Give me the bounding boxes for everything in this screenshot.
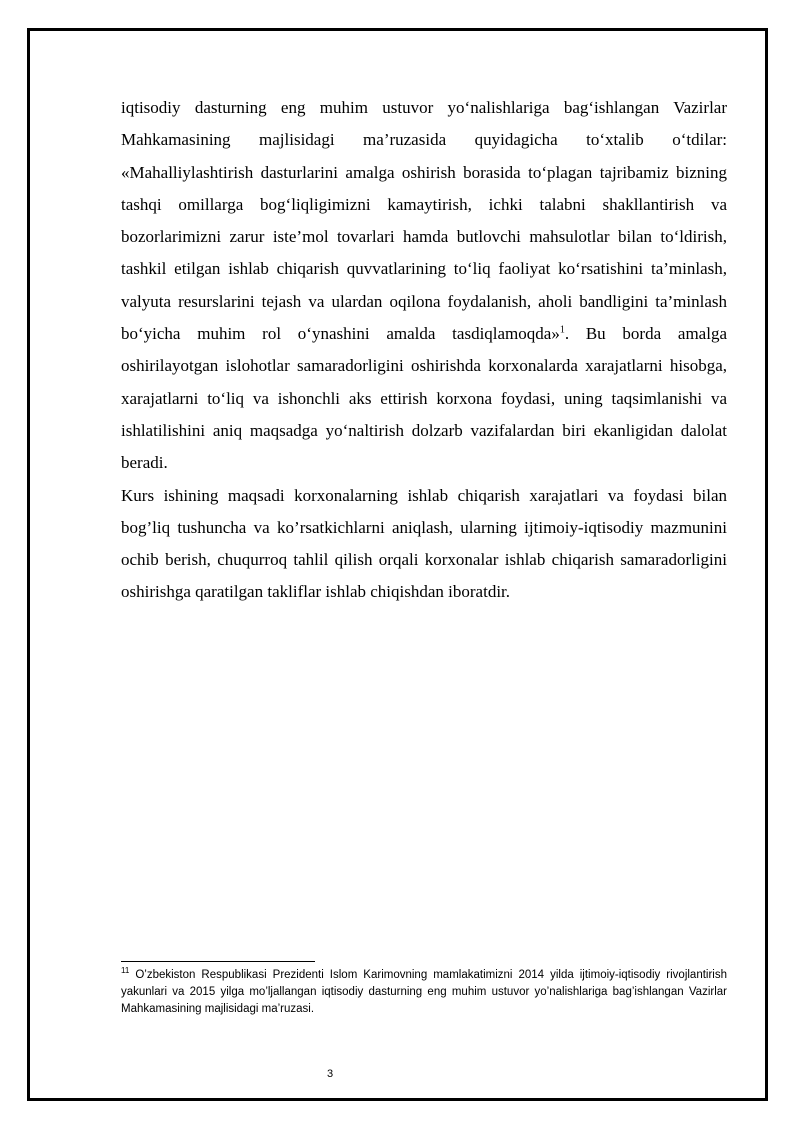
- footnote-text: O’zbekiston Respublikasi Prezidenti Islom Karimovning mamlakatimizni 2014 yilda ijtimoiy-iqtisodiy rivojlantirish yakunlari va 2015 yilga mo’ljallangan iqtisodiy dasturning eng muhim ustuvor yo’nalishlariga bag’ishlangan Vazirlar Mahkamasining majlisidagi ma’ruzasi.: [121, 969, 727, 1015]
- footnote-reference[interactable]: 1: [559, 324, 565, 336]
- paragraph-2: Kurs ishining maqsadi korxonalarning ishlab chiqarish xarajatlari va foydasi bilan bog’liq tushuncha va ko’rsatkichlarni aniqlash, ularning ijtimoiy-iqtisodiy mazmunini ochib berish, chuqurroq tahlil qilish orqali korxonalar ishlab chiqarish samaradorligini oshirishga qaratilgan takliflar ishlab chiqishdan iboratdir.: [121, 485, 727, 602]
- page-number: 3: [326, 1068, 334, 1080]
- paragraph-1-tail: . Bu borda amalga oshirilayotgan islohotlar samaradorligini oshirishda korxonalarda xarajatlarni hisobga, xarajatlarni to‘liq va ishonchli aks ettirish korxona foydasi, uning taqsimlanishi va ishlatilishini aniq maqsadga yo‘naltirish dolzarb vazifalardan biri ekanligidan dalolat beradi.: [121, 324, 727, 473]
- footnote: [121, 967, 727, 1018]
- paragraph-1-text: iqtisodiy dasturning eng muhim ustuvor yo‘nalishlariga bag‘ishlangan Vazirlar Mahkamasining majlisidagi ma’ruzasida quyidagicha to‘xtalib o‘tdilar: «Mahalliylashtirish dasturlarini amalga oshirish borasida to‘plagan tajribamiz bizning tashqi omillarga bog‘liqligimizni kamaytirish, ichki talabni shakllantirish va bozorlarimizni zarur iste’mol tovarlari hamda butlovchi mahsulotlar bilan to‘ldirish, tashkil etilgan ishlab chiqarish quvvatlarining to‘liq faoliyat ko‘rsatishini ta’minlash, valyuta resurslarini tejash va ulardan oqilona foydalanish, aholi bandligini ta’minlash bo‘yicha muhim rol o‘ynashini amalda tasdiqlamoqda»: [121, 98, 727, 344]
- paragraph-1: [121, 92, 727, 480]
- footnote-marker: 11: [121, 966, 130, 976]
- footnote-separator: [121, 961, 315, 962]
- body-text: [121, 92, 727, 609]
